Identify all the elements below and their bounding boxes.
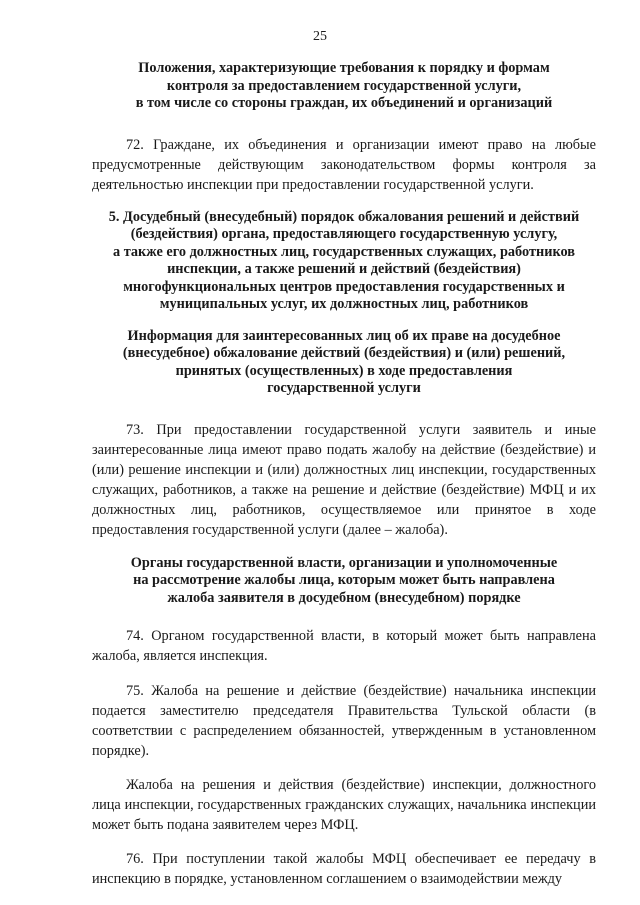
heading-line: Информация для заинтересованных лиц об их праве на досудебное xyxy=(127,327,561,344)
heading-line: муниципальных услуг, их должностных лиц, работников xyxy=(159,296,529,313)
paragraph-75-continued: Жалоба на решения и действия (бездействие) инспекции, должностного лица инспекции, государственных гражданских служащих, начальника инспекции может быть подана заявителем через МФЦ. xyxy=(92,776,596,833)
paragraph-75: 75. Жалоба на решение и действие (бездействие) начальника инспекции подается заместителю председателя Правительства Тульской области (в соответствии с распределением обязанностей, утвержденным в установленном порядке). xyxy=(92,682,596,759)
heading-line: а также его должностных лиц, государственных служащих, работников xyxy=(112,243,576,260)
heading-line: принятых (осуществленных) в ходе предоставления xyxy=(175,362,513,379)
heading-line: инспекции, а также решений и действий (бездействия) xyxy=(167,261,521,278)
organs-heading xyxy=(92,555,596,608)
page-content xyxy=(92,60,596,903)
heading-line: на рассмотрение жалобы лица, которым может быть направлена xyxy=(133,572,555,589)
control-section-heading xyxy=(92,60,596,113)
paragraph-72: 72. Граждане, их объединения и организации имеют право на любые предусмотренные действующим законодательством формы контроля за деятельностью инспекции при предоставлении государственной услуги. xyxy=(92,136,596,193)
heading-line: (бездействия) органа, предоставляющего государственную услугу, xyxy=(130,226,558,243)
heading-line: Органы государственной власти, организации и уполномоченные xyxy=(130,554,558,571)
paragraph-76: 76. При поступлении такой жалобы МФЦ обеспечивает ее передачу в инспекцию в порядке, установленном соглашением о взаимодействии между xyxy=(92,851,596,888)
page-number: 25 xyxy=(313,29,327,44)
paragraph-74: 74. Органом государственной власти, в который может быть направлена жалоба, является инспекция. xyxy=(92,628,596,665)
heading-line: 5. Досудебный (внесудебный) порядок обжалования решений и действий xyxy=(108,208,580,225)
heading-line: жалоба заявителя в досудебном (внесудебном) порядке xyxy=(167,589,521,606)
heading-line: (внесудебное) обжалование действий (бездействия) и (или) решений, xyxy=(122,345,566,362)
heading-line: контроля за предоставлением государственной услуги, xyxy=(166,77,522,94)
heading-line: в том числе со стороны граждан, их объединений и организаций xyxy=(135,95,553,111)
heading-line: Положения, характеризующие требования к порядку и формам xyxy=(138,60,550,76)
heading-line: государственной услуги xyxy=(267,380,421,397)
section-5-heading xyxy=(92,209,596,314)
heading-line: многофункциональных центров предоставления государственных и xyxy=(123,278,565,295)
info-heading xyxy=(92,328,596,398)
paragraph-73: 73. При предоставлении государственной услуги заявитель и иные заинтересованные лица имеют право подать жалобу на действие (бездействие) и (или) решение инспекции и (или) должностных лиц инспекции, государственных служащих, работников, а также на решение и действие (бездействие) МФЦ и их должностных лиц, работников, осуществляемое или принятое в ходе предоставления государственной услуги (далее – жалоба). xyxy=(92,421,596,538)
